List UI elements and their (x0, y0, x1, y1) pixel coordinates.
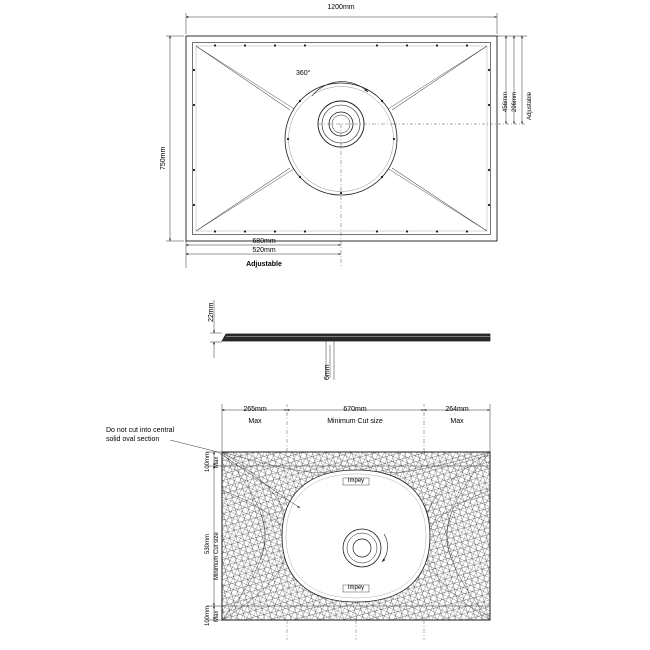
side-view-group (210, 300, 490, 380)
cut-view-top-left-sub: Max (248, 418, 262, 425)
side-view-thickness-dim: 22mm (208, 302, 215, 322)
side-view-edge-dim: 6mm (324, 364, 331, 380)
cut-view-top-left-dim: 265mm (243, 406, 267, 413)
cut-view-left-mid-dim: 530mm (205, 533, 211, 554)
cut-view-left-top-dim: 100mm (205, 451, 211, 472)
top-view-group (166, 13, 527, 268)
top-view-bottom-adjustable-note: Adjustable (246, 261, 282, 268)
cut-view-left-mid-sub: Minimum Cut size (214, 532, 220, 580)
top-view-right-dim-296: 296mm (512, 91, 518, 112)
brand-label-top: Impey (347, 478, 365, 484)
cut-view-group (170, 404, 490, 640)
waste-rotation-label: 360° (296, 70, 311, 77)
cut-view-top-mid-sub: Minimum Cut size (327, 418, 383, 425)
cut-view-top-right-dim: 264mm (445, 406, 469, 413)
cut-view-note-line2: solid oval section (106, 436, 160, 443)
cut-view-left-top-sub: Max (214, 456, 220, 468)
top-view-width-dim: 1200mm (327, 4, 355, 11)
cut-view-note-line1: Do not cut into central (106, 427, 175, 434)
cut-view-left-bottom-dim: 100mm (205, 605, 211, 626)
top-view-bottom-dim-520: 520mm (252, 247, 276, 254)
cut-view-top-right-sub: Max (450, 418, 464, 425)
cut-view-top-mid-dim: 670mm (343, 406, 367, 413)
cut-view-left-bottom-sub: Max (214, 610, 220, 622)
top-view-right-dim-456: 456mm (503, 91, 509, 112)
top-view-right-adjustable-note: Adjustable (527, 91, 533, 120)
top-view-bottom-dim-680: 680mm (252, 238, 276, 245)
brand-label-bottom: Impey (347, 585, 365, 591)
top-view-height-dim: 750mm (160, 146, 167, 170)
